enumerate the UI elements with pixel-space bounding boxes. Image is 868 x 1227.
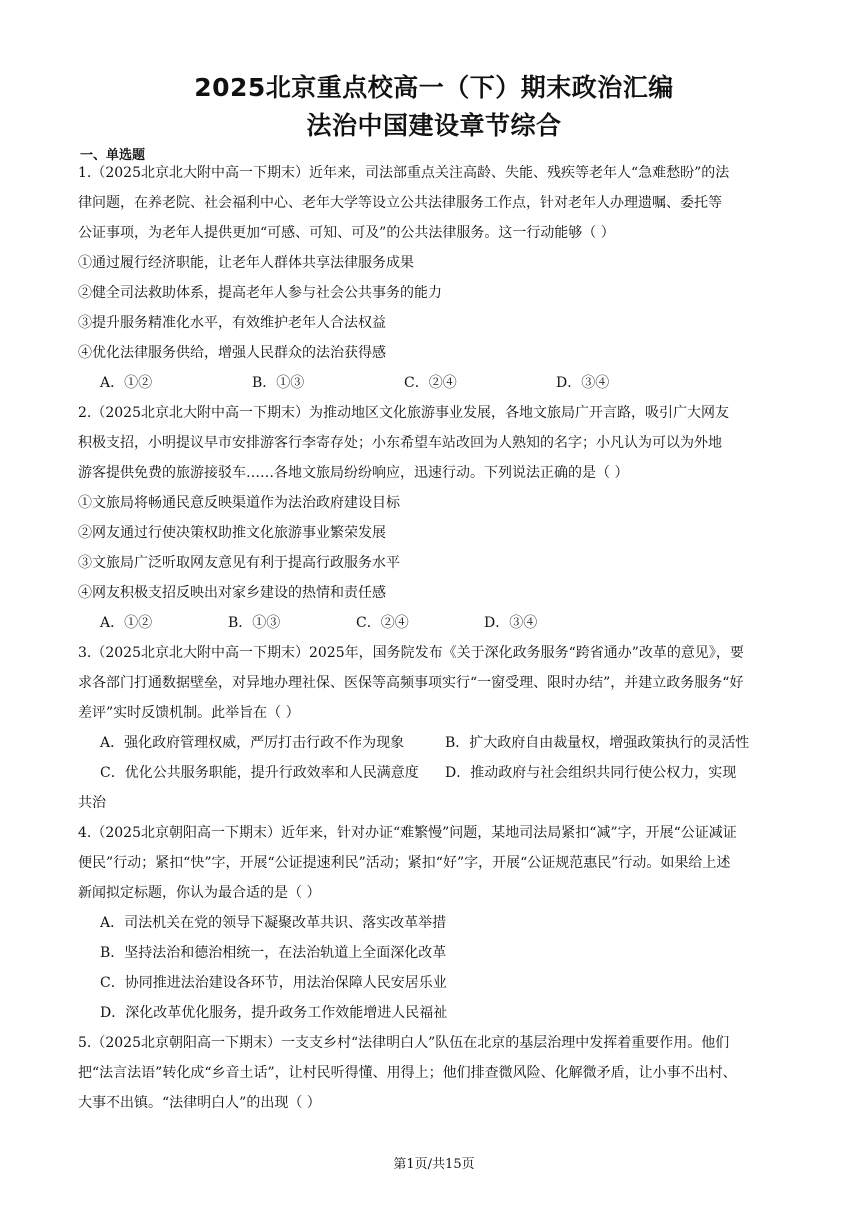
statement-item: ④优化法律服务供给，增强人民群众的法治获得感 [78,345,386,361]
statement-item: ②网友通过行使决策权助推文化旅游事业繁荣发展 [78,525,386,541]
option-c: C．②④ [356,615,409,631]
option-a: A．强化政府管理权威，严厉打击行政不作为现象 [100,735,405,751]
statement-item: ①通过履行经济职能，让老年人群体共享法律服务成果 [78,255,414,271]
question-3 [78,638,794,818]
question-stem-line: 3.（2025北京北大附中高一下期末）2025年，国务院发布《关于深化政务服务“跨省通办”改革的意见》，要 [78,645,744,661]
question-stem-line: 5.（2025北京朝阳高一下期末）一支支乡村“法律明白人”队伍在北京的基层治理中发挥着重要作用。他们 [78,1035,730,1051]
question-stem-line: 差评”实时反馈机制。此举旨在（ ） [78,705,300,721]
option-b: B．扩大政府自由裁量权，增强政策执行的灵活性 [445,735,750,751]
question-stem-line: 1.（2025北京北大附中高一下期末）近年来，司法部重点关注高龄、失能、残疾等老年人“急难愁盼”的法 [78,165,730,181]
option-b: B．①③ [228,615,281,631]
option-d: D．深化改革优化服务，提升政务工作效能增进人民福祉 [100,1005,448,1021]
option-a: A．①② [100,375,153,391]
page-number: 第1页/共15页 [393,1157,475,1172]
option-b: B．①③ [252,375,305,391]
option-d: D．推动政府与社会组织共同行使公权力，实现 [445,765,737,781]
statement-item: ③提升服务精准化水平，有效维护老年人合法权益 [78,315,386,331]
options-row [78,608,794,638]
document-title: 2025北京重点校高一（下）期末政治汇编 [194,73,674,102]
question-list [78,158,794,1118]
option-a: A．司法机关在党的领导下凝聚改革共识、落实改革举措 [100,915,447,931]
option-c: C．②④ [404,375,457,391]
question-stem-line: 游客提供免费的旅游接驳车……各地文旅局纷纷响应，迅速行动。下列说法正确的是（ ） [78,465,629,481]
question-stem-line: 便民”行动；紧扣“快”字，开展“公证提速利民”活动；紧扣“好”字，开展“公证规范惠民”行动。如果给上述 [78,855,731,871]
option-a: A．①② [100,615,153,631]
statement-item: ④网友积极支招反映出对家乡建设的热情和责任感 [78,585,386,601]
section-heading: 一、单选题 [80,148,146,163]
statement-item: ①文旅局将畅通民意反映渠道作为法治政府建设目标 [78,495,400,511]
option-d: D．③④ [556,375,610,391]
question-stem-line: 把“法言法语”转化成“乡音土话”，让村民听得懂、用得上；他们排查微风险、化解微矛盾，让小事不出村、 [78,1065,737,1081]
option-continuation: 共治 [78,795,106,811]
question-stem-line: 求各部门打通数据壁垒，对异地办理社保、医保等高频事项实行“一窗受理、限时办结”，并建立政务服务“好 [78,675,744,691]
question-stem-line: 2.（2025北京北大附中高一下期末）为推动地区文化旅游事业发展，各地文旅局广开言路，吸引广大网友 [78,405,729,421]
option-c: C．协同推进法治建设各环节，用法治保障人民安居乐业 [100,975,447,991]
statement-item: ③文旅局广泛听取网友意见有利于提高行政服务水平 [78,555,400,571]
statement-item: ②健全司法救助体系，提高老年人参与社会公共事务的能力 [78,285,442,301]
options-row [78,368,794,398]
option-c: C．优化公共服务职能，提升行政效率和人民满意度 [100,765,419,781]
question-stem-line: 律问题，在养老院、社会福利中心、老年大学等设立公共法律服务工作点，针对老年人办理遗嘱、委托等 [78,195,722,211]
question-2 [78,398,794,638]
question-stem-line: 公证事项，为老年人提供更加“可感、可知、可及”的公共法律服务。这一行动能够（ ） [78,225,615,241]
question-stem-line: 4.（2025北京朝阳高一下期末）近年来，针对办证“难繁慢”问题，某地司法局紧扣“减”字，开展“公证减证 [78,825,737,841]
question-5 [78,1028,794,1118]
option-b: B．坚持法治和德治相统一，在法治轨道上全面深化改革 [100,945,447,961]
options-row [78,728,794,758]
question-stem-line: 大事不出镇。“法律明白人”的出现（ ） [78,1095,321,1111]
question-4 [78,818,794,1028]
document-subtitle: 法治中国建设章节综合 [306,111,562,140]
option-d: D．③④ [484,615,538,631]
question-stem-line: 新闻拟定标题，你认为最合适的是（ ） [78,885,321,901]
question-stem-line: 积极支招，小明提议早市安排游客行李寄存处；小东希望车站改回为人熟知的名字；小凡认为可以为外地 [78,435,722,451]
options-row [78,758,794,788]
question-1 [78,158,794,398]
